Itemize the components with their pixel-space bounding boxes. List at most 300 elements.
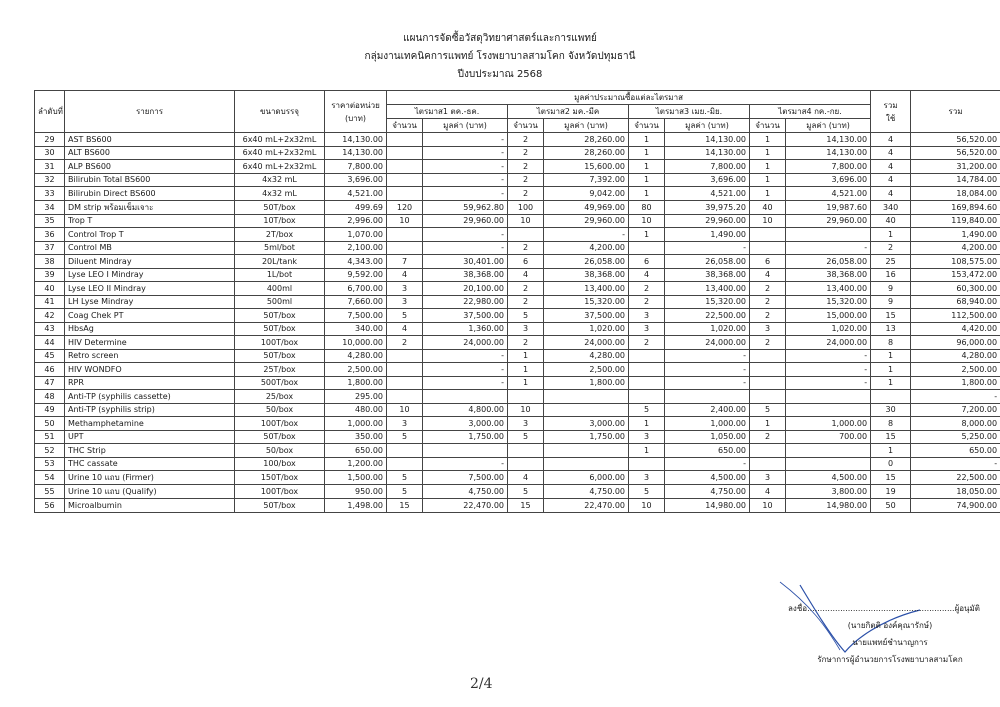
- cell-q3-qty: 1: [629, 146, 665, 160]
- header-title: แผนการจัดซื้อวัสดุวิทยาศาสตร์และการแพทย์: [403, 33, 597, 44]
- table-row: [35, 336, 1000, 350]
- cell-q2-qty: 2: [508, 187, 544, 201]
- cell-q1-val: -: [423, 363, 508, 377]
- table-row: [35, 457, 1000, 471]
- col-pack-header: ขนาดบรรจุ: [235, 91, 325, 133]
- table-row: [35, 241, 1000, 255]
- cell-q2-qty: 2: [508, 336, 544, 350]
- cell-q4-qty: 10: [750, 214, 786, 228]
- cell-q3-val: 14,130.00: [665, 146, 750, 160]
- cell-q1-val: 4,750.00: [423, 485, 508, 499]
- cell-q3-val: 15,320.00: [665, 295, 750, 309]
- cell-q1-val: -: [423, 228, 508, 242]
- cell-q2-val: [544, 457, 629, 471]
- cell-q2-qty: 3: [508, 417, 544, 431]
- cell-q3-val: 1,050.00: [665, 430, 750, 444]
- cell-q3-qty: [629, 241, 665, 255]
- cell-total: 4,280.00: [911, 349, 1000, 363]
- cell-no: 54: [35, 471, 65, 485]
- signer-position: นายแพทย์ชำนาญการ: [852, 638, 928, 647]
- cell-total-use: 2: [871, 241, 911, 255]
- cell-item: THC Strip: [65, 444, 235, 458]
- cell-q1-qty: [387, 187, 423, 201]
- cell-item: ALT BS600: [65, 146, 235, 160]
- document-header: [0, 30, 1000, 84]
- cell-total: 112,500.00: [911, 309, 1000, 323]
- header-fiscal-year: ปีงบประมาณ 2568: [457, 69, 543, 80]
- cell-q4-val: 14,980.00: [786, 499, 871, 513]
- cell-q1-qty: 10: [387, 403, 423, 417]
- cell-q4-val: -: [786, 376, 871, 390]
- cell-q4-val: 1,020.00: [786, 322, 871, 336]
- cell-q1-val: 38,368.00: [423, 268, 508, 282]
- cell-price: 1,000.00: [325, 417, 387, 431]
- table-row: [35, 309, 1000, 323]
- col-no-header: ลำดับที่: [35, 91, 65, 133]
- cell-total-use: 40: [871, 214, 911, 228]
- cell-item: Anti-TP (syphilis cassette): [65, 390, 235, 404]
- cell-q1-val: 22,470.00: [423, 499, 508, 513]
- cell-q3-qty: 2: [629, 336, 665, 350]
- q1-val-header: มูลค่า (บาท): [423, 119, 508, 133]
- cell-q2-qty: [508, 390, 544, 404]
- cell-q4-val: 1,000.00: [786, 417, 871, 431]
- cell-total: 2,500.00: [911, 363, 1000, 377]
- cell-q2-qty: 2: [508, 241, 544, 255]
- cell-item: Methamphetamine: [65, 417, 235, 431]
- cell-q3-qty: 3: [629, 471, 665, 485]
- cell-q4-qty: 4: [750, 268, 786, 282]
- cell-total: 68,940.00: [911, 295, 1000, 309]
- cell-q3-qty: 1: [629, 417, 665, 431]
- table-row: [35, 255, 1000, 269]
- cell-price: 4,521.00: [325, 187, 387, 201]
- cell-total-use: 9: [871, 282, 911, 296]
- cell-total-use: 4: [871, 146, 911, 160]
- cell-total-use: 1: [871, 376, 911, 390]
- cell-q1-val: 20,100.00: [423, 282, 508, 296]
- cell-q1-qty: [387, 390, 423, 404]
- cell-q3-qty: 3: [629, 430, 665, 444]
- cell-no: 51: [35, 430, 65, 444]
- cell-total: 56,520.00: [911, 146, 1000, 160]
- cell-price: 7,500.00: [325, 309, 387, 323]
- cell-q1-val: 4,800.00: [423, 403, 508, 417]
- cell-total-use: 1: [871, 349, 911, 363]
- cell-total: 74,900.00: [911, 499, 1000, 513]
- cell-no: 43: [35, 322, 65, 336]
- cell-price: 480.00: [325, 403, 387, 417]
- cell-q2-val: 24,000.00: [544, 336, 629, 350]
- cell-no: 35: [35, 214, 65, 228]
- cell-price: 295.00: [325, 390, 387, 404]
- cell-q3-val: 650.00: [665, 444, 750, 458]
- cell-q1-val: -: [423, 173, 508, 187]
- cell-pack: 50/box: [235, 403, 325, 417]
- cell-pack: 500ml: [235, 295, 325, 309]
- cell-total: 18,050.00: [911, 485, 1000, 499]
- cell-item: Control MB: [65, 241, 235, 255]
- cell-pack: 1L/bot: [235, 268, 325, 282]
- cell-q2-val: 1,750.00: [544, 430, 629, 444]
- table-row: [35, 160, 1000, 174]
- col-price-unit: (บาท): [344, 113, 367, 123]
- cell-item: Lyse LEO II Mindray: [65, 282, 235, 296]
- cell-item: Bilirubin Direct BS600: [65, 187, 235, 201]
- cell-q3-qty: 1: [629, 160, 665, 174]
- cell-q3-qty: 80: [629, 200, 665, 214]
- page-number: 2/4: [470, 676, 493, 692]
- cell-total: 169,894.60: [911, 200, 1000, 214]
- cell-q2-val: 2,500.00: [544, 363, 629, 377]
- cell-total: 108,575.00: [911, 255, 1000, 269]
- cell-q4-val: 29,960.00: [786, 214, 871, 228]
- cell-item: THC cassate: [65, 457, 235, 471]
- cell-q1-qty: [387, 363, 423, 377]
- cell-total-use: 15: [871, 430, 911, 444]
- cell-price: 1,498.00: [325, 499, 387, 513]
- cell-no: 56: [35, 499, 65, 513]
- cell-q1-qty: [387, 146, 423, 160]
- cell-total-use: 15: [871, 309, 911, 323]
- cell-q4-val: 3,696.00: [786, 173, 871, 187]
- cell-q4-val: 4,500.00: [786, 471, 871, 485]
- cell-q4-qty: 2: [750, 295, 786, 309]
- cell-q3-qty: 1: [629, 173, 665, 187]
- cell-no: 50: [35, 417, 65, 431]
- q4-val-header: มูลค่า (บาท): [786, 119, 871, 133]
- signature-line: ลงชื่อ..........................................................ผู้อนุมัติ: [788, 604, 980, 613]
- cell-q3-val: 2,400.00: [665, 403, 750, 417]
- cell-q1-qty: [387, 228, 423, 242]
- table-row: [35, 146, 1000, 160]
- cell-total-use: 19: [871, 485, 911, 499]
- cell-no: 44: [35, 336, 65, 350]
- table-row: [35, 187, 1000, 201]
- table-row: [35, 471, 1000, 485]
- cell-price: 7,800.00: [325, 160, 387, 174]
- cell-q4-qty: [750, 376, 786, 390]
- cell-q4-val: -: [786, 241, 871, 255]
- cell-q3-val: 4,521.00: [665, 187, 750, 201]
- cell-q3-qty: 2: [629, 282, 665, 296]
- cell-q2-qty: 2: [508, 295, 544, 309]
- cell-price: 4,343.00: [325, 255, 387, 269]
- cell-q4-val: 14,130.00: [786, 146, 871, 160]
- cell-total-use: 13: [871, 322, 911, 336]
- cell-no: 34: [35, 200, 65, 214]
- cell-q3-val: 38,368.00: [665, 268, 750, 282]
- table-row: [35, 403, 1000, 417]
- cell-q4-qty: [750, 363, 786, 377]
- cell-q3-qty: 3: [629, 309, 665, 323]
- cell-q4-val: 24,000.00: [786, 336, 871, 350]
- cell-q4-val: 38,368.00: [786, 268, 871, 282]
- cell-total-use: 4: [871, 187, 911, 201]
- cell-q4-val: 7,800.00: [786, 160, 871, 174]
- cell-q2-qty: 4: [508, 471, 544, 485]
- cell-q4-qty: 1: [750, 173, 786, 187]
- cell-q1-val: 59,962.80: [423, 200, 508, 214]
- cell-q2-qty: 15: [508, 499, 544, 513]
- cell-q2-val: 4,200.00: [544, 241, 629, 255]
- cell-no: 45: [35, 349, 65, 363]
- cell-q3-val: -: [665, 363, 750, 377]
- cell-q4-val: 26,058.00: [786, 255, 871, 269]
- cell-price: 7,660.00: [325, 295, 387, 309]
- cell-q1-val: 30,401.00: [423, 255, 508, 269]
- q3-qty-header: จำนวน: [629, 119, 665, 133]
- table-row: [35, 322, 1000, 336]
- cell-q4-qty: [750, 457, 786, 471]
- cell-q2-val: 28,260.00: [544, 133, 629, 147]
- cell-no: 29: [35, 133, 65, 147]
- cell-total: 96,000.00: [911, 336, 1000, 350]
- cell-q1-val: [423, 390, 508, 404]
- cell-q4-val: [786, 228, 871, 242]
- cell-q3-val: [665, 390, 750, 404]
- cell-pack: 100T/box: [235, 336, 325, 350]
- cell-total-use: 50: [871, 499, 911, 513]
- q4-qty-header: จำนวน: [750, 119, 786, 133]
- cell-q2-val: 3,000.00: [544, 417, 629, 431]
- cell-q3-val: 1,490.00: [665, 228, 750, 242]
- cell-q2-val: 26,058.00: [544, 255, 629, 269]
- cell-item: Bilirubin Total BS600: [65, 173, 235, 187]
- q2-val-header: มูลค่า (บาท): [544, 119, 629, 133]
- cell-q3-qty: 1: [629, 228, 665, 242]
- cell-q3-val: 1,000.00: [665, 417, 750, 431]
- cell-q2-val: 49,969.00: [544, 200, 629, 214]
- cell-q1-qty: 4: [387, 268, 423, 282]
- table-row: [35, 499, 1000, 513]
- cell-q1-val: 37,500.00: [423, 309, 508, 323]
- table-row: [35, 390, 1000, 404]
- cell-q3-val: 7,800.00: [665, 160, 750, 174]
- cell-q1-qty: 3: [387, 295, 423, 309]
- cell-q1-qty: [387, 133, 423, 147]
- cell-q2-qty: 1: [508, 349, 544, 363]
- cell-q4-val: [786, 390, 871, 404]
- cell-no: 31: [35, 160, 65, 174]
- cell-q3-val: 14,980.00: [665, 499, 750, 513]
- cell-item: Control Trop T: [65, 228, 235, 242]
- cell-item: LH Lyse Mindray: [65, 295, 235, 309]
- signature-block: [780, 600, 1000, 668]
- cell-q3-val: 4,500.00: [665, 471, 750, 485]
- cell-total: 14,784.00: [911, 173, 1000, 187]
- cell-q4-qty: [750, 228, 786, 242]
- cell-no: 52: [35, 444, 65, 458]
- cell-q1-qty: 7: [387, 255, 423, 269]
- cell-no: 46: [35, 363, 65, 377]
- cell-q4-val: [786, 444, 871, 458]
- cell-total-use: 0: [871, 457, 911, 471]
- cell-q2-val: 1,800.00: [544, 376, 629, 390]
- cell-price: 3,696.00: [325, 173, 387, 187]
- cell-q4-qty: 4: [750, 485, 786, 499]
- cell-q2-qty: 10: [508, 403, 544, 417]
- cell-q2-val: 29,960.00: [544, 214, 629, 228]
- table-header: [35, 91, 1000, 133]
- cell-item: Lyse LEO I Mindray: [65, 268, 235, 282]
- cell-q1-val: -: [423, 160, 508, 174]
- cell-q1-val: -: [423, 146, 508, 160]
- cell-total: 56,520.00: [911, 133, 1000, 147]
- cell-total: -: [911, 457, 1000, 471]
- cell-price: 6,700.00: [325, 282, 387, 296]
- cell-q3-val: 1,020.00: [665, 322, 750, 336]
- col-total-use-label: รวม: [883, 100, 898, 110]
- cell-q1-qty: 10: [387, 214, 423, 228]
- cell-total: 4,420.00: [911, 322, 1000, 336]
- q2-qty-header: จำนวน: [508, 119, 544, 133]
- cell-item: Trop T: [65, 214, 235, 228]
- cell-pack: 25T/box: [235, 363, 325, 377]
- cell-q3-val: 3,696.00: [665, 173, 750, 187]
- cell-q3-qty: 2: [629, 295, 665, 309]
- cell-pack: 500T/box: [235, 376, 325, 390]
- cell-no: 53: [35, 457, 65, 471]
- cell-q2-val: 1,020.00: [544, 322, 629, 336]
- cell-q3-qty: 1: [629, 133, 665, 147]
- table-row: [35, 430, 1000, 444]
- cell-pack: 4x32 mL: [235, 173, 325, 187]
- cell-q2-qty: 4: [508, 268, 544, 282]
- cell-q2-qty: 2: [508, 146, 544, 160]
- cell-q2-qty: 10: [508, 214, 544, 228]
- cell-q3-val: 39,975.20: [665, 200, 750, 214]
- cell-q4-val: 700.00: [786, 430, 871, 444]
- col-total-header: รวม: [911, 91, 1000, 133]
- cell-total: 4,200.00: [911, 241, 1000, 255]
- cell-q1-qty: [387, 173, 423, 187]
- cell-total-use: [871, 390, 911, 404]
- cell-q3-val: 13,400.00: [665, 282, 750, 296]
- cell-q3-val: 22,500.00: [665, 309, 750, 323]
- cell-q4-qty: 40: [750, 200, 786, 214]
- cell-q4-val: [786, 403, 871, 417]
- cell-total-use: 4: [871, 133, 911, 147]
- cell-no: 32: [35, 173, 65, 187]
- cell-q2-val: 15,600.00: [544, 160, 629, 174]
- cell-price: 2,100.00: [325, 241, 387, 255]
- cell-q1-val: 3,000.00: [423, 417, 508, 431]
- cell-q1-val: -: [423, 349, 508, 363]
- cell-total: 119,840.00: [911, 214, 1000, 228]
- cell-q2-qty: 100: [508, 200, 544, 214]
- cell-price: 350.00: [325, 430, 387, 444]
- cell-q4-val: 4,521.00: [786, 187, 871, 201]
- cell-pack: 50/box: [235, 444, 325, 458]
- q4-header: ไตรมาส4 กค.-กย.: [750, 105, 871, 119]
- cell-q4-qty: 2: [750, 430, 786, 444]
- cell-pack: 6x40 mL+2x32mL: [235, 160, 325, 174]
- cell-q1-qty: [387, 349, 423, 363]
- cell-q3-val: 29,960.00: [665, 214, 750, 228]
- cell-q1-qty: 15: [387, 499, 423, 513]
- cell-price: 4,280.00: [325, 349, 387, 363]
- cell-q1-qty: 2: [387, 336, 423, 350]
- cell-q3-qty: 5: [629, 485, 665, 499]
- cell-q4-qty: 1: [750, 133, 786, 147]
- cell-q2-qty: 2: [508, 160, 544, 174]
- cell-item: DM strip พร้อมเข็มเจาะ: [65, 200, 235, 214]
- cell-total-use: 15: [871, 471, 911, 485]
- cell-total-use: 9: [871, 295, 911, 309]
- cell-pack: 50T/box: [235, 349, 325, 363]
- cell-q2-qty: 2: [508, 173, 544, 187]
- table-row: [35, 485, 1000, 499]
- cell-q3-qty: 10: [629, 499, 665, 513]
- cell-price: 14,130.00: [325, 133, 387, 147]
- cell-pack: 50T/box: [235, 499, 325, 513]
- cell-q2-val: 6,000.00: [544, 471, 629, 485]
- cell-q1-val: -: [423, 457, 508, 471]
- cell-q4-qty: [750, 241, 786, 255]
- cell-q3-val: -: [665, 457, 750, 471]
- q2-header: ไตรมาส2 มค.-มีค: [508, 105, 629, 119]
- cell-price: 650.00: [325, 444, 387, 458]
- cell-q1-val: -: [423, 376, 508, 390]
- cell-no: 41: [35, 295, 65, 309]
- cell-q1-qty: 5: [387, 430, 423, 444]
- cell-price: 2,996.00: [325, 214, 387, 228]
- cell-q2-qty: 1: [508, 376, 544, 390]
- cell-total: 1,490.00: [911, 228, 1000, 242]
- table-row: [35, 268, 1000, 282]
- cell-q1-qty: [387, 444, 423, 458]
- cell-pack: 5ml/bot: [235, 241, 325, 255]
- cell-item: Anti-TP (syphilis strip): [65, 403, 235, 417]
- cell-pack: 2T/box: [235, 228, 325, 242]
- cell-q2-qty: 6: [508, 255, 544, 269]
- cell-no: 36: [35, 228, 65, 242]
- q1-header: ไตรมาส1 ตค.-ธค.: [387, 105, 508, 119]
- cell-q2-val: -: [544, 228, 629, 242]
- cell-total: 60,300.00: [911, 282, 1000, 296]
- cell-no: 55: [35, 485, 65, 499]
- cell-q4-val: -: [786, 363, 871, 377]
- cell-q1-qty: [387, 241, 423, 255]
- cell-pack: 100T/box: [235, 485, 325, 499]
- cell-no: 49: [35, 403, 65, 417]
- table-row: [35, 173, 1000, 187]
- cell-pack: 4x32 mL: [235, 187, 325, 201]
- cell-total-use: 8: [871, 336, 911, 350]
- cell-q3-val: -: [665, 376, 750, 390]
- cell-q2-val: 38,368.00: [544, 268, 629, 282]
- q1-qty-header: จำนวน: [387, 119, 423, 133]
- cell-q2-val: 37,500.00: [544, 309, 629, 323]
- cell-q4-qty: [750, 390, 786, 404]
- cell-q1-val: 1,360.00: [423, 322, 508, 336]
- cell-total-use: 1: [871, 228, 911, 242]
- cell-pack: 50T/box: [235, 430, 325, 444]
- cell-q1-qty: 3: [387, 417, 423, 431]
- cell-q2-val: 13,400.00: [544, 282, 629, 296]
- cell-q1-qty: [387, 376, 423, 390]
- cell-q4-qty: 1: [750, 160, 786, 174]
- cell-total: 18,084.00: [911, 187, 1000, 201]
- signer-name: (นายกิตติ องค์คุณารักษ์): [847, 621, 933, 630]
- q3-header: ไตรมาส3 เมย.-มิย.: [629, 105, 750, 119]
- cell-total-use: 1: [871, 363, 911, 377]
- cell-q4-val: 15,000.00: [786, 309, 871, 323]
- cell-q1-qty: [387, 160, 423, 174]
- cell-q4-qty: 6: [750, 255, 786, 269]
- cell-price: 1,800.00: [325, 376, 387, 390]
